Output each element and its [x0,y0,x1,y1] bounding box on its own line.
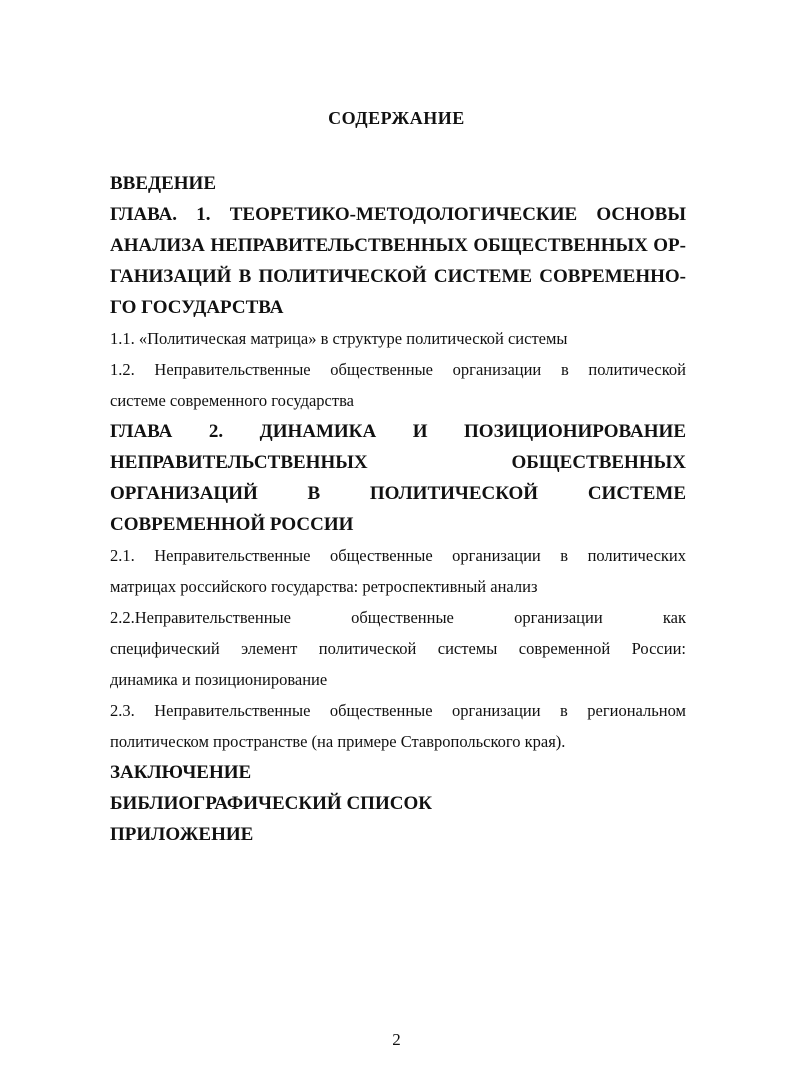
toc-line: политическом пространстве (на примере Ставропольского края). [110,732,566,751]
toc-line: ГАНИЗАЦИЙ В ПОЛИТИЧЕСКОЙ СИСТЕМЕ СОВРЕМЕННО- [110,266,686,287]
toc-entry-section-2-1 [110,540,686,602]
toc-line: специфический элемент политической системы современной России: [110,639,686,658]
toc-entry-section-1-2 [110,354,686,416]
table-of-contents [110,168,686,850]
toc-line: 1.2. Неправительственные общественные организации в политической [110,360,686,379]
toc-entry-introduction [110,168,686,199]
toc-line: 2.3. Неправительственные общественные организации в региональном [110,701,686,720]
toc-line: АНАЛИЗА НЕПРАВИТЕЛЬСТВЕННЫХ ОБЩЕСТВЕННЫХ ОР- [110,235,686,256]
toc-entry-conclusion [110,757,686,788]
page-title: СОДЕРЖАНИЕ [328,108,465,128]
toc-line: динамика и позиционирование [110,670,328,689]
toc-entry-appendix [110,819,686,850]
toc-line: ПРИЛОЖЕНИЕ [110,824,254,845]
toc-entry-section-2-2 [110,602,686,695]
toc-entry-section-2-3 [110,695,686,757]
toc-line: матрицах российского государства: ретроспективный анализ [110,577,538,596]
toc-line: ГЛАВА 2. ДИНАМИКА И ПОЗИЦИОНИРОВАНИЕ [110,421,686,442]
toc-entry-bibliography [110,788,686,819]
toc-line: 2.2.Неправительственные общественные организации как [110,608,686,627]
toc-line: ОРГАНИЗАЦИЙ В ПОЛИТИЧЕСКОЙ СИСТЕМЕ [110,483,686,504]
toc-line: СОВРЕМЕННОЙ РОССИИ [110,514,354,535]
toc-line: 2.1. Неправительственные общественные организации в политических [110,546,686,565]
page-number: 2 [392,1030,401,1049]
toc-entry-section-1-1 [110,323,686,354]
toc-line: ЗАКЛЮЧЕНИЕ [110,762,252,783]
toc-line: ГЛАВА. 1. ТЕОРЕТИКО-МЕТОДОЛОГИЧЕСКИЕ ОСНОВЫ [110,204,686,225]
toc-line: НЕПРАВИТЕЛЬСТВЕННЫХ ОБЩЕСТВЕННЫХ [110,452,686,473]
toc-line: ГО ГОСУДАРСТВА [110,297,284,318]
toc-line: 1.1. «Политическая матрица» в структуре политической системы [110,329,568,348]
toc-line: БИБЛИОГРАФИЧЕСКИЙ СПИСОК [110,793,433,814]
toc-line: системе современного государства [110,391,354,410]
toc-entry-chapter-1 [110,199,686,323]
toc-entry-chapter-2 [110,416,686,540]
toc-line: ВВЕДЕНИЕ [110,173,216,194]
